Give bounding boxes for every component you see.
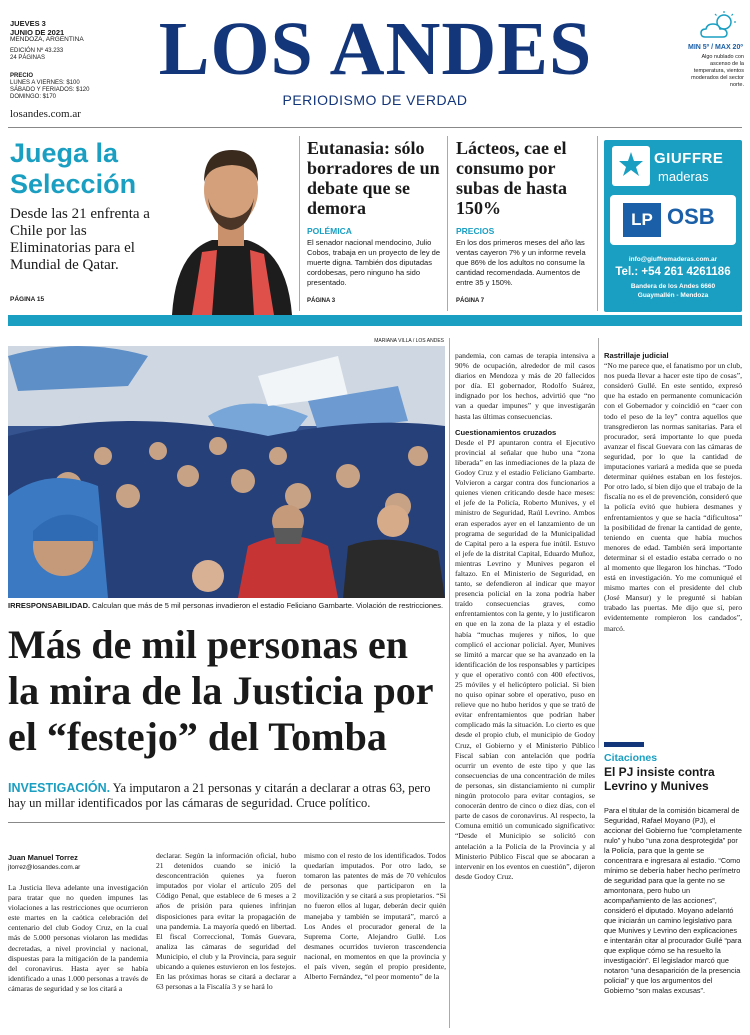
ad-brand: GIUFFRE — [654, 150, 724, 167]
article-paragraph: Desde el PJ apuntaron contra el Ejecutivo provincial al señalar que hubo una “zona liberada” en las inmediaciones de la plaza de Godoy Cruz y el estadio Feliciano Gambarte. Volvieron a cargar contra dos funcionarios a quienes vienen criticando desde hace meses: el jefe de la Policía, Roberto Munives, y el ministro de Seguridad, Raúl Levrino. Ambos eran esperados ayer en el lanzamiento de un programa de seguridad de la Municipalidad de Capital pero a la espera fue inútil. Estuvo el jefe de la distrital Capital, Eduardo Muñoz, mientras Levrino y Munives pegaron el faltazo. En el Ministerio de Seguridad, en tanto, se defendieron al indicar que mayor presencia policial en la zona podría haber traído consecuencias graves, como enfrentamientos con la gente, y lo justificaron en que en la zona de la plaza y el estadio había “muchas mujeres y niños, lo que complicó el accionar policial. Ayer, Munives se limitó a marcar que se ha avanzado en la identificación de los responsables y partícipes y que el operativo contó con 400 efectivos, 25 móviles y el helicóptero policial. Si bien no quiso opinar sobre el operativo, puso en relieve que no hubo heridos y que se trató de evitar enfrentamientos que podrían haber complicado más la situación. Lo cierto es que desde el propio club, el municipio de Godoy Cruz, el Gobierno y el Ministerio Público Fiscal sabían con antelación que podría ocurrir un evento de este tipo y que las consecuencias de una concentración de miles de personas, sin distanciamiento ni cumplir ningún protocolo para evitar contagios, se conocerán dentro de cinco o diez días, con el parte de casos de coronavirus. Al respecto, la Comuna emitió un comunicado significativo: “Desde el Municipio se solicitó con antelación a la Policía de la Provincia y al Ministerio Público Fiscal que se abocaran a intervenir en los eventos en cuestión”, dijeron desde Godoy Cruz. — [455, 437, 595, 881]
main-deck: INVESTIGACIÓN. Ya imputaron a 21 personas y citarán a declarar a otras 63, pero hay un millar identificados por las cámaras de seguridad. Cruce político. — [8, 781, 431, 810]
sidebar-title[interactable]: El PJ insiste contra Levrino y Munives — [604, 765, 715, 793]
edition-pages: 24 PÁGINAS — [10, 55, 46, 61]
deck-rule — [8, 822, 445, 823]
column-divider — [299, 136, 300, 311]
tagline: PERIODISMO DE VERDAD — [282, 92, 468, 108]
weather-temperature: MIN 5º / MAX 20º — [688, 44, 743, 51]
newspaper-logo: LOS ANDES — [158, 7, 593, 91]
ad-product-name: OSB — [667, 204, 715, 229]
column-divider — [598, 338, 599, 748]
article-column-3: mismo con el resto de los identificados. Todos quedarían imputados. Por otro lado, se tomaron las patentes de más de 70 vehículos de personas que participaron en la movilización y se citará a sus propietarios. “Si no fueron ellos al lugar, deberán decir quién manejaba y también se imputará”, marcó a Los Andes el procurador general de la Suprema Corte, Alejandro Gullé. Los desmanes ocurridos tuvieron trascendencia nacional, en momentos en que la provincia y el país viven, según el propio presidente, Alberto Fernández, “el peor momento” de la — [304, 851, 446, 982]
site-url[interactable]: losandes.com.ar — [10, 108, 81, 120]
column-divider — [449, 338, 450, 1028]
promo-seleccion-page: PÁGINA 15 — [10, 296, 45, 303]
article-paragraph: pandemia, con camas de terapia intensiva a 90% de ocupación, alrededor de mil casos diarios en Mendoza y más de 20 fallecidos por día. El gobernador, Rodolfo Suárez, indignado por los hechos, advirtió que “no van a quedar impunes” y que investigarán hasta las últimas consecuencias. — [455, 351, 595, 421]
edition-city: MENDOZA, ARGENTINA — [10, 36, 84, 43]
sidebar-body: Para el titular de la comisión bicameral de Seguridad, Rafael Moyano (PJ), el accionar del Gobierno fue “completamente nulo” y hubo “una zona desprotegida” por la Policía, para que la gente se concentrara e ingresara al estadio. “Como mínimo se debería haber hecho perímetro de seguridad para que la gente no se amontonara, pero hubo un acompañamiento de las acciones”, consideró el diputado. Moyano adelantó que iniciarán un camino legislativo para que Munives y Levrino den explicaciones e intentarán citar al procurador Gullé “para que explique cómo se ha resuelto la investigación”. El legislador marcó que notaron “una desaparición de la presencia policial” y que los argumentos del Gobierno “son malas excusas”. — [604, 806, 742, 995]
photo-caption: IRRESPONSABILIDAD. Calculan que más de 5 mil personas invadieron el estadio Feliciano Gambarte. Violación de restricciones. — [8, 601, 444, 610]
main-headline[interactable]: Más de mil personas en la mira de la Justicia por el “festejo” del Tomba — [8, 622, 433, 759]
promo-eutanasia-page: PÁGINA 3 — [307, 298, 336, 304]
ad-phone: Tel.: +54 261 4261186 — [615, 266, 731, 278]
ad-city: Guaymallén - Mendoza — [637, 292, 709, 299]
promo-lacteos-text: En los dos primeros meses del año las ventas cayeron 7% y un informe revela que 86% de los adultos no consume la cantidad recomendada. Aumentos de entre 35 y 150%. — [456, 238, 586, 287]
promo-lacteos-kicker: PRECIOS — [456, 226, 495, 236]
weather-forecast: Algo nublado con ascenso de la temperatura, vientos moderados del sector norte. — [691, 54, 744, 88]
article-column-2: declarar. Según la información oficial, hubo 21 detenidos cuando se inició la desconcentración quienes ya fueron imputados por violar el artículo 205 del Código Penal, que establece de 6 meses a 2 años de prisión para quienes infrinjan disposiciones para evitar la propagación de una pandemia. La mayoría quedó en libertad. El fiscal Correccional, Tomás Guevara, analiza las cámaras de seguridad del Municipio, el club y la Provincia, para seguir ubicando a quienes estuvieron en los festejos. En las próximas horas se citará a declarar a 63 personas a la Fiscalía 3 y se hará lo — [156, 851, 296, 992]
photo-credit: MARIANA VILLA / LOS ANDES — [374, 338, 444, 344]
promo-seleccion-text: Desde las 21 enfrenta a Chile por las Eliminatorias para el Mundial de Qatar. — [10, 206, 150, 273]
masthead-rule — [8, 127, 742, 128]
price-weekday: LUNES A VIERNES: $100 — [10, 80, 80, 86]
price-label: PRECIO — [10, 73, 34, 79]
player-photo[interactable] — [162, 132, 297, 315]
promo-seleccion-title[interactable]: Juega la Selección — [10, 138, 137, 199]
article-column-1: La Justicia lleva adelante una investigación para tratar que no queden impunes las violaciones a las restricciones que ocurrieron este martes en la caótica celebración del centenario del club Godoy Cruz, en la cual más de 5.000 personas violaron las medidas decretadas, a nivel provincial y nacional, dispuestas para la mitigación de la pandemia del coronavirus. Hasta ayer se había identificado a unas 1.000 personas a través de cámaras de seguridad y se los citará a — [8, 883, 148, 993]
ad-brand-sub: maderas — [658, 169, 709, 184]
ad-lp-mark: LP — [623, 203, 661, 237]
edition-date: JUNIO DE 2021 — [10, 28, 65, 37]
section-band — [8, 315, 742, 326]
partly-cloudy-icon — [697, 10, 741, 42]
sidebar-mark — [604, 742, 644, 747]
article-subhead: Rastrillaje judicial — [604, 351, 669, 360]
byline-email[interactable]: jtorrez@losandes.com.ar — [8, 864, 81, 871]
article-paragraph: “No me parece que, el fanatismo por un club, nos pueda llevar a hacer este tipo de cosas”, consideró Gullé. En este sentido, expresó que ha estado en permanente comunicación con el Gobernador y coincidió en “caer con todo el peso de la ley” contra aquellos que transgredieron las normas sanitarias. Para el procurador, será importante lo que pueda avanzar el fiscal Guevara con las cámaras de seguridad, por lo que la cantidad de imputaciones variará a medida que se pueda determinar quiénes estaban en los festejos. Por otro lado, sí bien dijo que el trabajo de la fiscalía no es el de prevención, consideró que la policía evitó que hubiera desmanes y enfrentamientos y que se hacía “dificultosa” la posibilidad de frenar la cantidad de gente, teniendo en cuenta que había muchos menores de edad. También será importante determinar si el estadio estaba cerrado o no al momento que llegaron los hinchas. “Todo está en investigación. Yo me comuniqué el mismo martes con el presidente del club (José Mansur) y le pregunté si habían trabado las puertas. Me dijo que sí, pero evidentemente rompieron los candados”, marcó. — [604, 361, 742, 633]
promo-lacteos-page: PÁGINA 7 — [456, 298, 485, 304]
price-sunday: DOMINGO: $170 — [10, 94, 57, 100]
column-divider — [597, 136, 598, 311]
promo-lacteos-title[interactable]: Lácteos, cae el consumo por subas de hasta 150% — [456, 138, 568, 218]
ad-email: info@giuffremaderas.com.ar — [628, 256, 718, 263]
article-column-4 — [455, 351, 595, 882]
edition-number: EDICIÓN Nº 43.233 — [10, 48, 64, 54]
article-column-5 — [604, 351, 742, 634]
promo-eutanasia-kicker: POLÉMICA — [307, 226, 352, 236]
promo-eutanasia-text: El senador nacional mendocino, Julio Cobos, trabaja en un proyecto de ley de muerte digna. También dos diputadas cordobesas, pero ninguno ha sido presentado. — [307, 238, 441, 287]
sidebar-kicker: Citaciones — [604, 752, 658, 764]
article-subhead: Cuestionamientos cruzados — [455, 427, 557, 437]
crowd-photo[interactable] — [8, 346, 445, 598]
ad-address: Bandera de los Andes 6660 — [630, 283, 716, 290]
promo-eutanasia-title[interactable]: Eutanasia: sólo borradores de un debate que se demora — [307, 138, 440, 218]
byline: Juan Manuel Torrez — [8, 853, 78, 862]
price-saturday: SÁBADO Y FERIADOS: $120 — [10, 87, 90, 93]
edition-day: JUEVES 3 — [10, 19, 46, 28]
star-logo-icon — [612, 146, 650, 186]
column-divider — [447, 136, 448, 311]
